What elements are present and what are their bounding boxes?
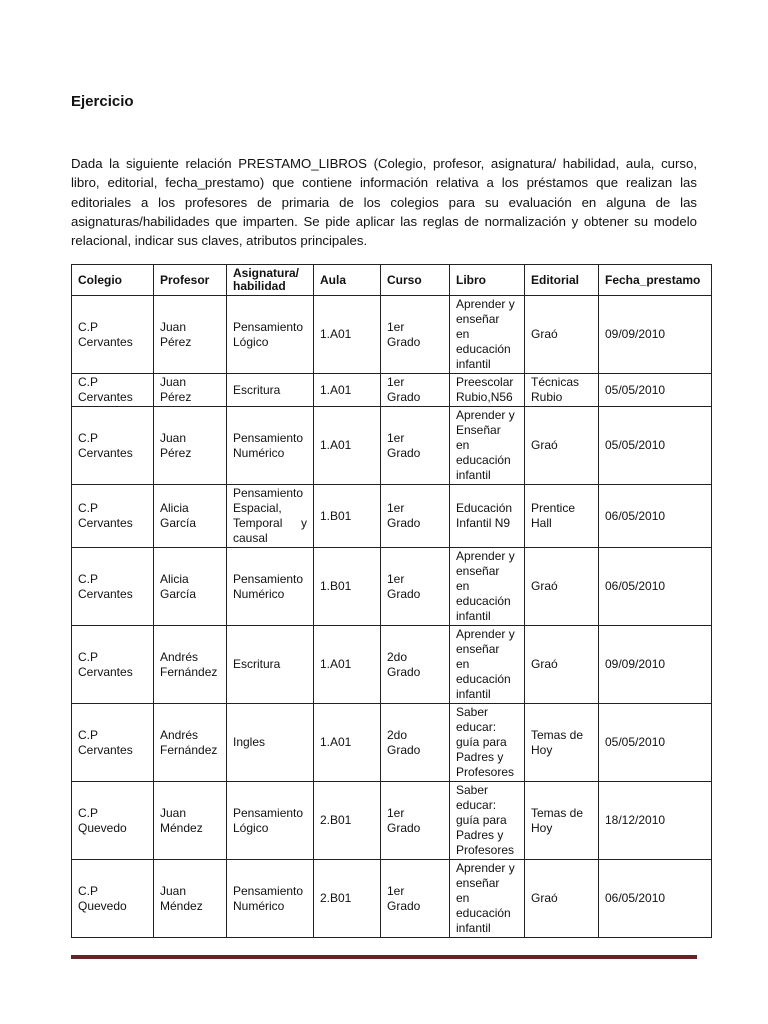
cell-colegio: C.P Cervantes [72, 626, 154, 704]
table-row [72, 374, 712, 407]
cell-fecha: 05/05/2010 [599, 374, 712, 407]
cell-profesor: Juan Méndez [154, 860, 227, 938]
table-row [72, 548, 712, 626]
cell-editorial: Graó [525, 296, 599, 374]
cell-profesor: Juan Pérez [154, 374, 227, 407]
cell-colegio: C.P Quevedo [72, 782, 154, 860]
cell-libro: Aprender y Enseñar en educación infantil [450, 407, 525, 485]
cell-asignatura: Pensamiento Lógico [227, 296, 314, 374]
cell-aula: 1.A01 [314, 374, 381, 407]
cell-libro: Educación Infantil N9 [450, 485, 525, 548]
cell-fecha: 06/05/2010 [599, 485, 712, 548]
cell-profesor: Alicia García [154, 548, 227, 626]
header-aula: Aula [314, 265, 381, 296]
cell-profesor: Andrés Fernández [154, 704, 227, 782]
cell-asignatura: Escritura [227, 626, 314, 704]
cell-fecha: 06/05/2010 [599, 860, 712, 938]
table-row [72, 860, 712, 938]
header-profesor: Profesor [154, 265, 227, 296]
cell-asignatura: Pensamiento Espacial, Temporal y causal [227, 485, 314, 548]
cell-libro: Aprender y enseñar en educación infantil [450, 860, 525, 938]
cell-profesor: Juan Pérez [154, 296, 227, 374]
cell-editorial: Graó [525, 548, 599, 626]
cell-aula: 2.B01 [314, 860, 381, 938]
cell-fecha: 18/12/2010 [599, 782, 712, 860]
cell-aula: 1.A01 [314, 407, 381, 485]
cell-colegio: C.P Cervantes [72, 548, 154, 626]
cell-aula: 1.A01 [314, 704, 381, 782]
header-asignatura: Asignatura/ habilidad [227, 265, 314, 296]
cell-aula: 1.B01 [314, 485, 381, 548]
prestamo-libros-table [71, 264, 712, 938]
cell-curso: 2do Grado [381, 626, 450, 704]
cell-editorial: Temas de Hoy [525, 704, 599, 782]
header-colegio: Colegio [72, 265, 154, 296]
cell-colegio: C.P Cervantes [72, 296, 154, 374]
cell-profesor: Juan Pérez [154, 407, 227, 485]
cell-curso: 1er Grado [381, 374, 450, 407]
header-fecha-prestamo: Fecha_prestamo [599, 265, 712, 296]
cell-colegio: C.P Cervantes [72, 704, 154, 782]
cell-asignatura: Ingles [227, 704, 314, 782]
cell-asignatura: Pensamiento Numérico [227, 407, 314, 485]
cell-curso: 1er Grado [381, 485, 450, 548]
cell-fecha: 05/05/2010 [599, 704, 712, 782]
cell-curso: 1er Grado [381, 407, 450, 485]
cell-profesor: Andrés Fernández [154, 626, 227, 704]
cell-fecha: 09/09/2010 [599, 626, 712, 704]
cell-colegio: C.P Cervantes [72, 485, 154, 548]
cell-curso: 1er Grado [381, 296, 450, 374]
table-row [72, 485, 712, 548]
cell-editorial: Técnicas Rubio [525, 374, 599, 407]
cell-profesor: Alicia García [154, 485, 227, 548]
cell-editorial: Prentice Hall [525, 485, 599, 548]
cell-libro: Aprender y enseñar en educación infantil [450, 548, 525, 626]
cell-curso: 1er Grado [381, 860, 450, 938]
cell-asignatura: Pensamiento Numérico [227, 860, 314, 938]
header-curso: Curso [381, 265, 450, 296]
cell-libro: Saber educar: guía para Padres y Profesores [450, 704, 525, 782]
cell-asignatura: Pensamiento Lógico [227, 782, 314, 860]
cell-fecha: 05/05/2010 [599, 407, 712, 485]
table-body [72, 296, 712, 938]
cell-libro: Preescolar Rubio,N56 [450, 374, 525, 407]
cell-colegio: C.P Cervantes [72, 374, 154, 407]
cell-asignatura: Pensamiento Numérico [227, 548, 314, 626]
cell-libro: Saber educar: guía para Padres y Profesores [450, 782, 525, 860]
cell-curso: 1er Grado [381, 782, 450, 860]
cell-editorial: Temas de Hoy [525, 782, 599, 860]
table-row [72, 626, 712, 704]
cell-aula: 2.B01 [314, 782, 381, 860]
cell-aula: 1.A01 [314, 296, 381, 374]
cell-curso: 1er Grado [381, 548, 450, 626]
header-libro: Libro [450, 265, 525, 296]
cell-editorial: Graó [525, 407, 599, 485]
cell-editorial: Graó [525, 626, 599, 704]
cell-libro: Aprender y enseñar en educación infantil [450, 626, 525, 704]
cell-asignatura: Escritura [227, 374, 314, 407]
table-row [72, 296, 712, 374]
cell-aula: 1.A01 [314, 626, 381, 704]
footer-rule [71, 955, 697, 959]
table-header-row [72, 265, 712, 296]
table-row [72, 782, 712, 860]
header-editorial: Editorial [525, 265, 599, 296]
cell-colegio: C.P Quevedo [72, 860, 154, 938]
cell-curso: 2do Grado [381, 704, 450, 782]
cell-fecha: 09/09/2010 [599, 296, 712, 374]
cell-fecha: 06/05/2010 [599, 548, 712, 626]
table-row [72, 407, 712, 485]
cell-profesor: Juan Méndez [154, 782, 227, 860]
cell-editorial: Graó [525, 860, 599, 938]
page-title: Ejercicio [71, 93, 134, 110]
cell-colegio: C.P Cervantes [72, 407, 154, 485]
cell-libro: Aprender y enseñar en educación infantil [450, 296, 525, 374]
cell-aula: 1.B01 [314, 548, 381, 626]
exercise-paragraph: Dada la siguiente relación PRESTAMO_LIBROS (Colegio, profesor, asignatura/ habilidad, aula, curso, libro, editorial, fecha_prestamo) que contiene información relativa a los préstamos que realizan las editoriales a los profesores de primaria de los colegios para su evaluación en alguna de las asignaturas/habilidades que imparten. Se pide aplicar las reglas de normalización y obtener su modelo relacional, indicar sus claves, atributos principales. [71, 156, 697, 249]
table-row [72, 704, 712, 782]
